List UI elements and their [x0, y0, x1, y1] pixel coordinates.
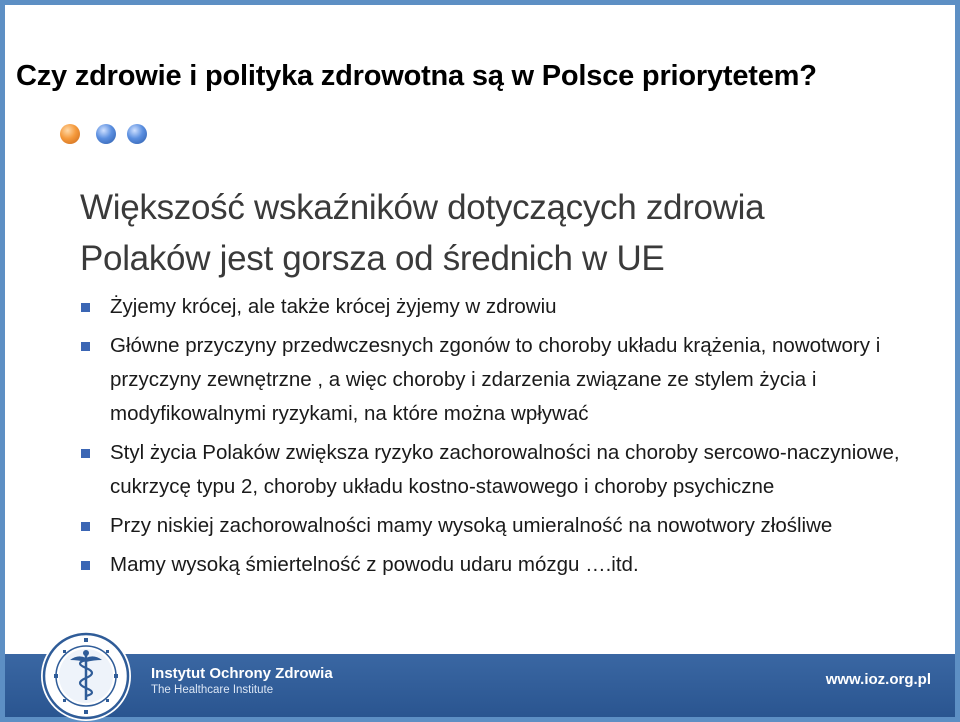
institute-name: Instytut Ochrony Zdrowia: [151, 665, 333, 682]
slide-subtitle: [80, 182, 880, 284]
square-bullet-icon: [81, 561, 90, 570]
subtitle-line: Większość wskaźników dotyczących zdrowia: [80, 188, 765, 227]
subtitle-line: Polaków jest gorsza od średnich w UE: [80, 239, 665, 278]
blue-dot-icon: [127, 124, 147, 144]
square-bullet-icon: [81, 303, 90, 312]
bullet-item: [80, 329, 930, 431]
bullet-list: [80, 290, 930, 587]
institute-subtitle: The Healthcare Institute: [151, 684, 274, 696]
orange-dot-icon: [60, 124, 80, 144]
bullet-text: Styl życia Polaków zwiększa ryzyko zachorowalności na choroby sercowo-naczyniowe, cukrzycę typu 2, choroby układu kostno-stawowego i choroby psychiczne: [110, 441, 900, 498]
footer-bar: [5, 654, 955, 717]
bullet-item: [80, 548, 930, 582]
bullet-text: Mamy wysoką śmiertelność z powodu udaru mózgu ….itd.: [110, 553, 639, 576]
square-bullet-icon: [81, 342, 90, 351]
bullet-item: [80, 436, 930, 504]
bullet-text: Przy niskiej zachorowalności mamy wysoką umieralność na nowotwory złośliwe: [110, 514, 833, 537]
blue-dot-icon: [96, 124, 116, 144]
bullet-text: Żyjemy krócej, ale także krócej żyjemy w zdrowiu: [110, 295, 557, 318]
website-link[interactable]: www.ioz.org.pl: [825, 671, 931, 688]
bullet-item: [80, 290, 930, 324]
square-bullet-icon: [81, 449, 90, 458]
square-bullet-icon: [81, 522, 90, 531]
bullet-item: [80, 509, 930, 543]
caduceus-seal-icon: [40, 630, 132, 722]
slide-title: Czy zdrowie i polityka zdrowotna są w Polsce priorytetem?: [16, 60, 817, 92]
bullet-text: Główne przyczyny przedwczesnych zgonów to choroby układu krążenia, nowotwory i przyczyny zewnętrzne , a więc choroby i zdarzenia związane ze stylem życia i modyfikowalnymi ryzykami, na które można wpływać: [110, 334, 881, 425]
